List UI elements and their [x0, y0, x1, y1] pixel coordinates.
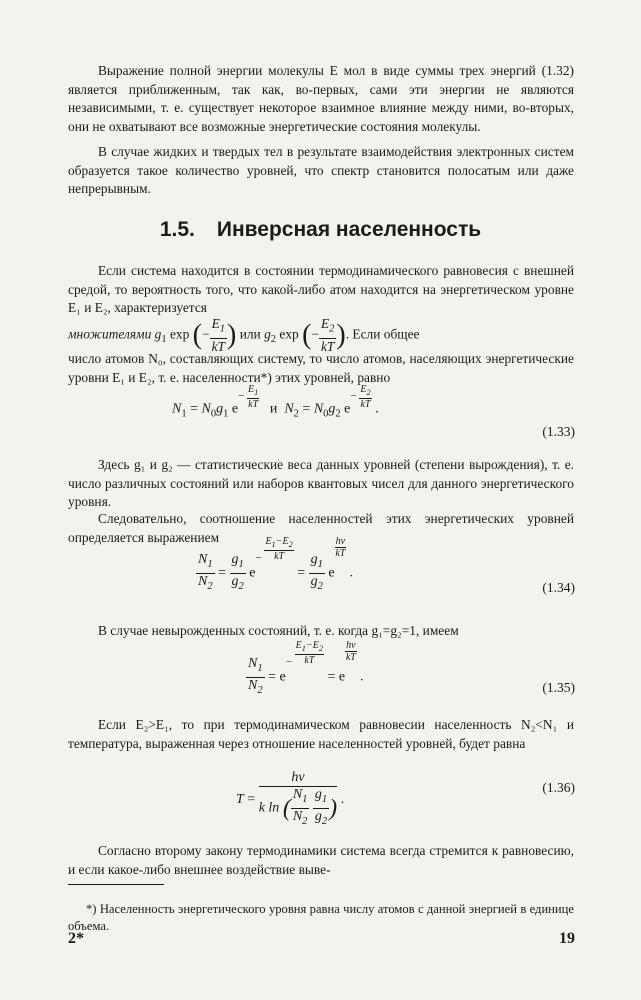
section-title: Инверсная населенность [216, 218, 482, 241]
paragraph-populations: число атомов N₀, составляющих систему, то число атомов, населяющих энергетические уровни E₁ и E₂, т. е. населенности*) этих уровней, равно [68, 351, 574, 385]
equation-label-1-34: (1.34) [542, 580, 575, 595]
equation-1-35: $\frac{N_1}{N_2}$ = $e^{- \frac{E_1-E_2}{kT}}$ = e $^{\frac{h\nu}{kT}}$ . [248, 640, 364, 696]
boltzmann-factors-line: множителями $g_1$ exp (− $\frac{E_1}{kT}$ ) или $g_2$ exp (− $\frac{E_2}{kT}$ ). Если общее [68, 316, 420, 354]
printer-signature: 2* [68, 930, 84, 947]
footnote: *) Населенность энергетического уровня равна числу атомов с данной энергией в единице объема. [68, 901, 574, 933]
section-number: 1.5. [159, 218, 195, 241]
paragraph-ratio-intro: Следовательно, соотношение населенностей этих энергетических уровней определяется выражением [68, 511, 574, 545]
paragraph-temperature: Если E₂>E₁, то при термодинамическом равновесии населенность N₂<N₁ и температура, выраженная через отношение населенностей уровней, будет равна [68, 717, 574, 751]
paragraph-nondegenerate: В случае невырожденных состояний, т. е. когда g₁=g₂=1, имеем [98, 623, 459, 638]
paragraph-statistical-weights: Здесь g₁ и g₂ — статистические веса данных уровней (степени вырождения), т. е. число различных состояний или наборов квантовых чисел для данного энергетического уровня. [68, 457, 574, 510]
equation-label-1-35: (1.35) [542, 680, 575, 695]
paragraph-second-law: Согласно второму закону термодинамики система всегда стремится к равновесию, и если какое-либо внешнее воздействие выве- [68, 843, 574, 877]
paragraph-liquids-solids: В случае жидких и твердых тел в результате взаимодействия электронных систем образуется такое количество уровней, что спектр становится полосатым или даже непрерывным. [68, 144, 574, 197]
paragraph-equilibrium: Если система находится в состоянии термодинамического равновесия с внешней средой, то вероятность того, что какой-либо атом находится на энергетическом уровне E₁ и E₂, характеризуется [68, 263, 574, 316]
equation-1-34: $\frac{N_1}{N_2}$ = $\frac{g_1}{g_2}$ $e^{- \frac{E_1-E_2}{kT}}$ = $\frac{g_1}{g_2}$ e $^{\frac{h\nu}{kT}}$ . [198, 536, 354, 592]
footnote-divider [68, 884, 164, 885]
equation-label-1-33: (1.33) [542, 424, 575, 439]
equation-1-36: T = hν k ln ( $\frac{N_1}{N_2}$ $\frac{g_1}{g_2}$ ) . [236, 770, 345, 827]
page-number: 19 [559, 930, 575, 947]
equation-1-33: $N_1 = N_0g_1$ $e^{- \frac{E_1}{kT}}$ и $N_2 = N_0g_2$ $e^{- \frac{E_2}{kT}}$ . [172, 384, 379, 420]
section-heading [0, 218, 641, 242]
paragraph-molecule-energy: Выражение полной энергии молекулы E мол в виде суммы трех энергий (1.32) является приближенным, так как, во-первых, сами эти энергии не являются независимыми, т. е. существует некоторое взаимное влияние между ними, во-вторых, они не охватывают все возможные энергетические состояния молекулы. [68, 63, 574, 134]
equation-label-1-36: (1.36) [542, 780, 575, 795]
